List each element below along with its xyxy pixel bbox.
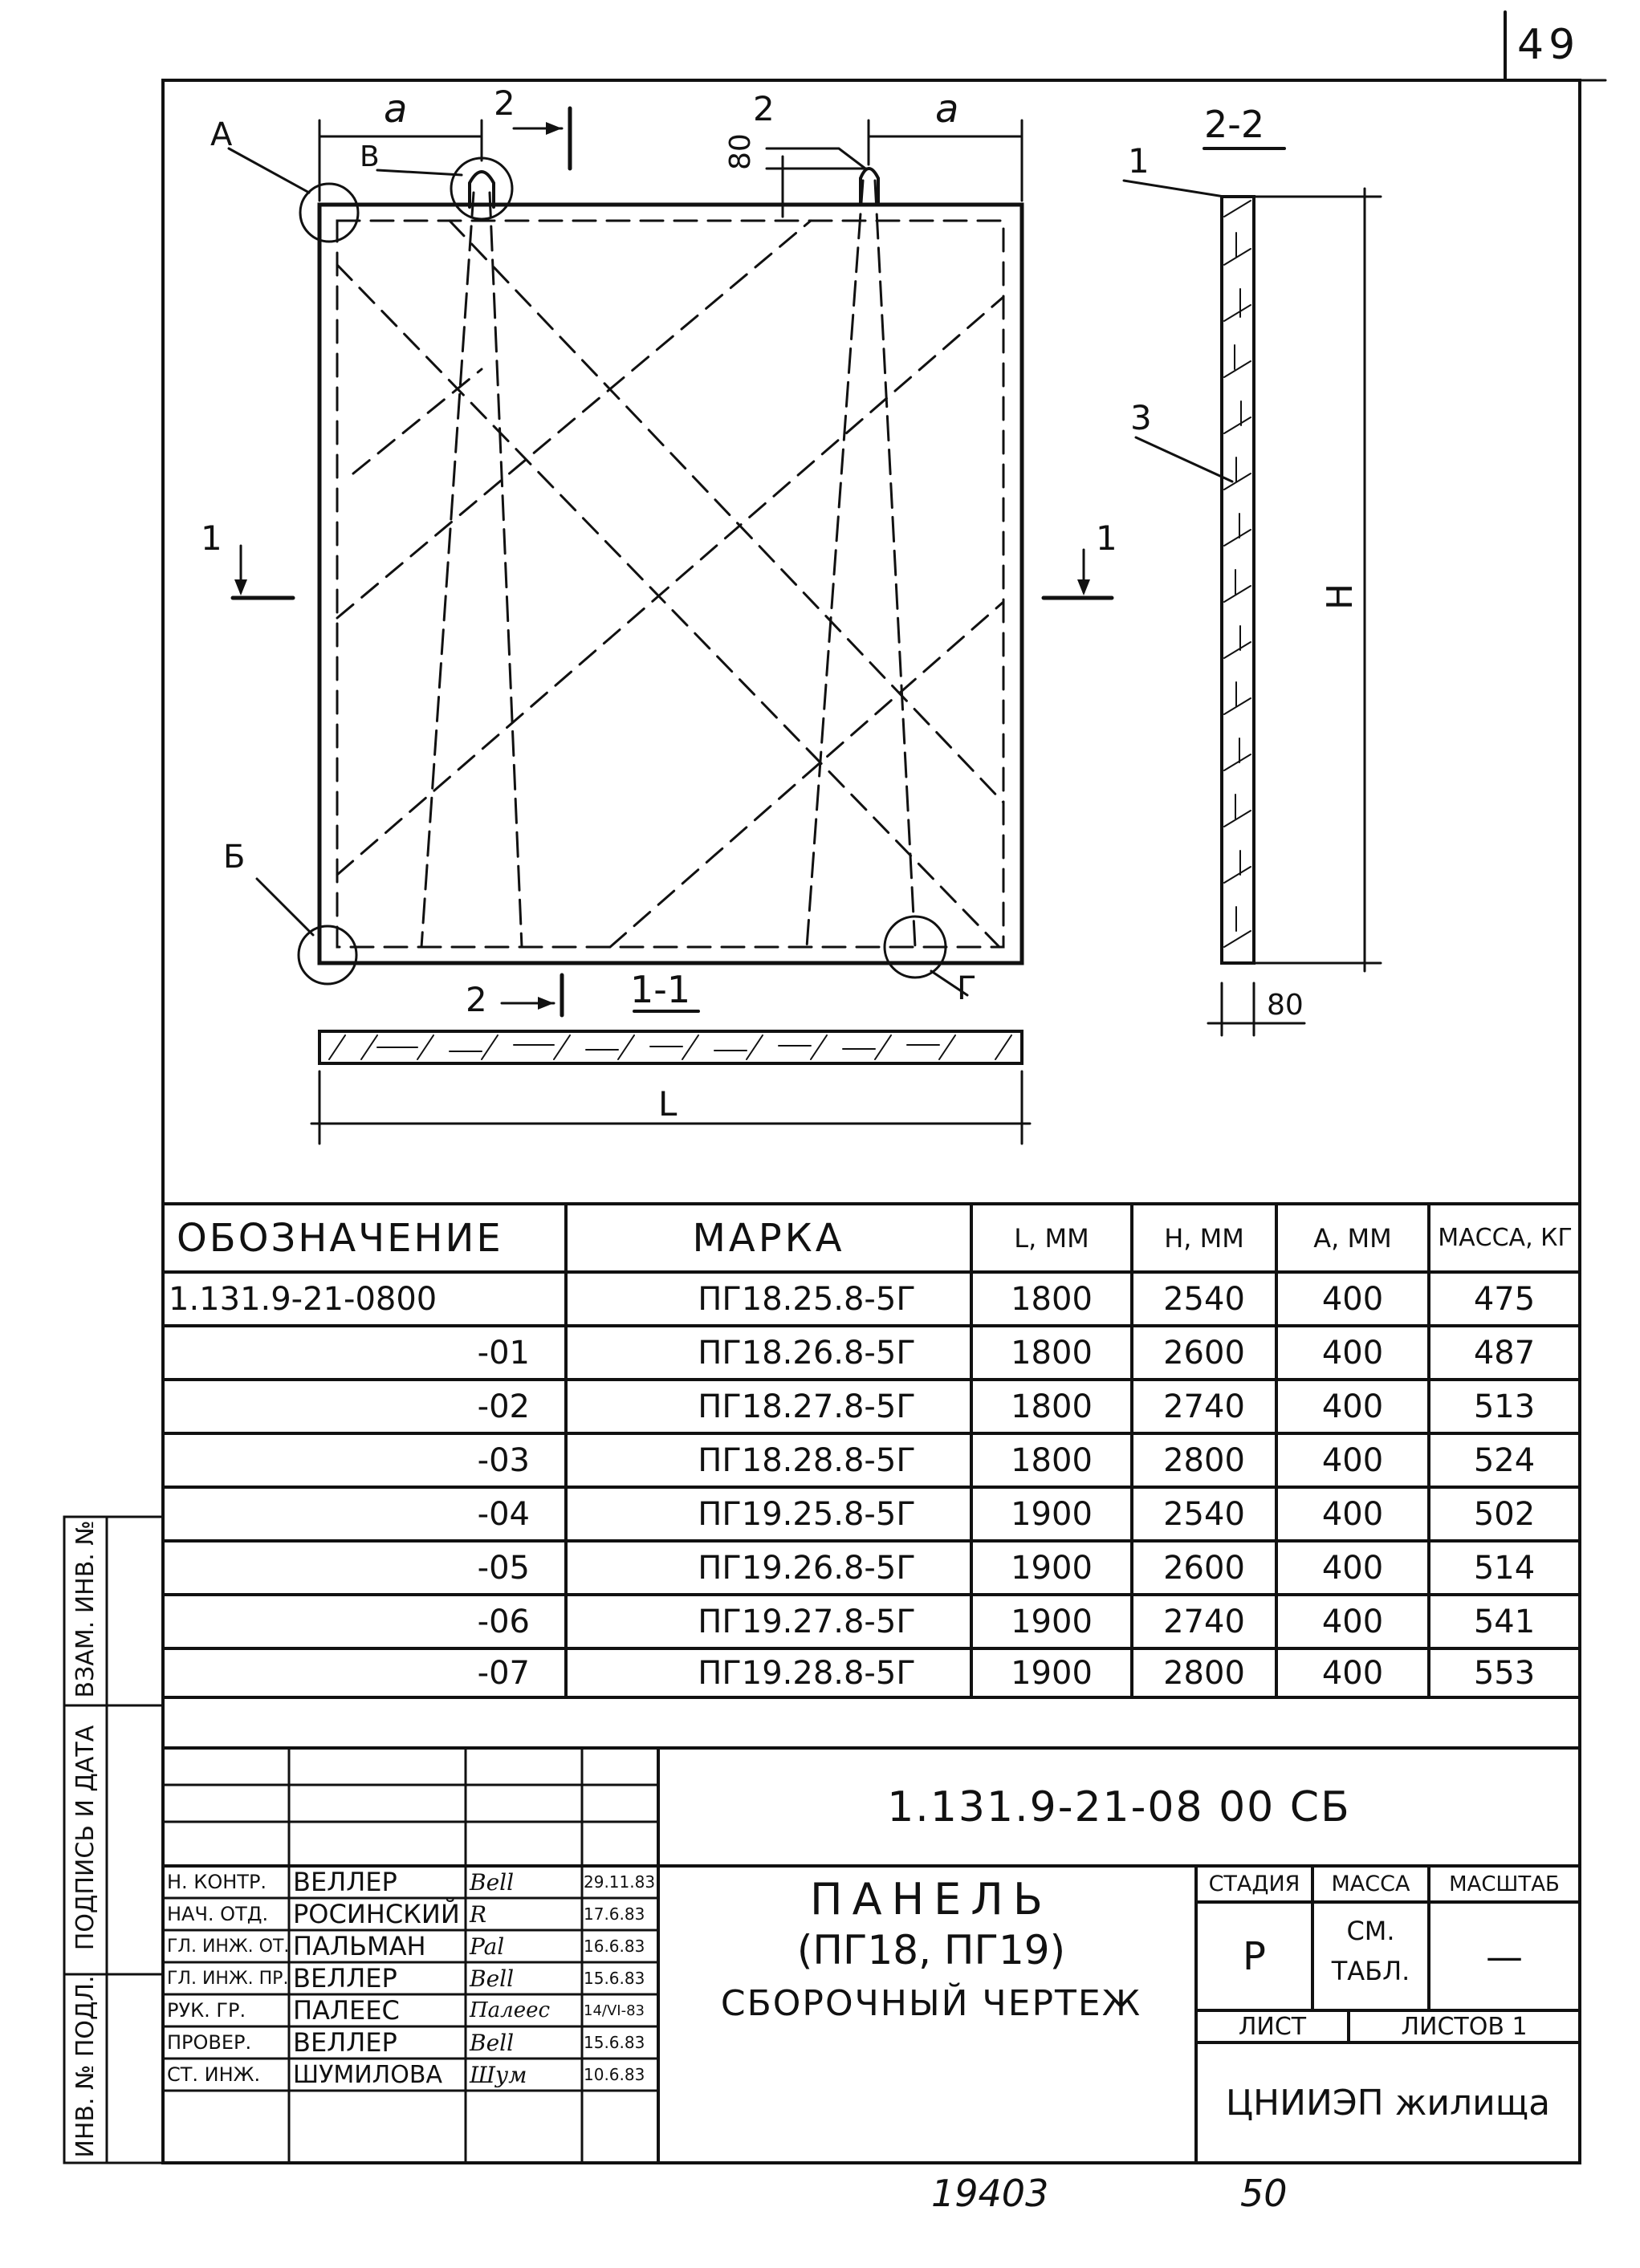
mass-value-2: ТАБЛ.	[1331, 1956, 1410, 1986]
label-section-1-1: 1-1	[630, 968, 691, 1011]
side-stamp-podpis-data: ПОДПИСЬ И ДАТА	[71, 1725, 100, 1951]
table-cell-marka: ПГ18.25.8-5Г	[698, 1280, 916, 1318]
table-cell-H: 2800	[1163, 1654, 1245, 1692]
header-H: H, ММ	[1164, 1222, 1244, 1254]
table-cell-H: 2540	[1163, 1280, 1245, 1318]
table-cell-a: 400	[1321, 1280, 1384, 1318]
header-marka: МАРКА	[692, 1215, 845, 1261]
label-dim-a-right: a	[935, 87, 959, 132]
table-cell-a: 400	[1321, 1441, 1384, 1479]
label-detail-b: Б	[223, 839, 246, 876]
scale-header: МАСШТАБ	[1449, 1872, 1560, 1896]
title-line-2: (ПГ18, ПГ19)	[796, 1927, 1066, 1973]
document-code: 1.131.9-21-08 00 СБ	[887, 1782, 1351, 1831]
staff-name: ШУМИЛОВА	[293, 2060, 442, 2089]
table-cell-mass: 524	[1473, 1441, 1536, 1479]
side-stamp-vzam-inv: ВЗАМ. ИНВ. №	[71, 1520, 100, 1698]
mass-header: МАССА	[1331, 1872, 1410, 1896]
header-oboznachenie: ОБОЗНАЧЕНИЕ	[177, 1215, 503, 1261]
table-cell-H: 2540	[1163, 1495, 1245, 1533]
label-leader-2-top: 2	[753, 89, 775, 128]
table-cell-oboz: -03	[477, 1441, 530, 1479]
table-cell-H: 2600	[1163, 1334, 1245, 1372]
table-cell-marka: ПГ19.25.8-5Г	[698, 1495, 916, 1533]
table-cell-a: 400	[1321, 1388, 1384, 1425]
staff-role: НАЧ. ОТД.	[167, 1903, 269, 1925]
staff-name: ВЕЛЛЕР	[293, 1867, 397, 1897]
title-line-1: ПАНЕЛЬ	[810, 1874, 1052, 1925]
label-dim-80-side: 80	[1267, 989, 1304, 1022]
label-section-2-2: 2-2	[1204, 103, 1265, 146]
table-cell-oboz: -04	[477, 1495, 530, 1533]
table-cell-marka: ПГ19.28.8-5Г	[698, 1654, 916, 1692]
staff-role: Н. КОНТР.	[167, 1871, 267, 1893]
detail-circle-b	[299, 926, 356, 984]
label-cut-2-bottom: 2	[466, 980, 487, 1019]
section-1-1-hatch	[329, 1035, 1011, 1059]
staff-role: ГЛ. ИНЖ. ПР.	[167, 1968, 289, 1989]
table-cell-a: 400	[1321, 1334, 1384, 1372]
staff-date: 29.11.83	[584, 1872, 656, 1892]
label-dim-a-left: a	[384, 87, 408, 132]
table-cell-oboz: -06	[477, 1603, 530, 1640]
staff-name: ВЕЛЛЕР	[293, 2027, 397, 2058]
table-cell-oboz: -05	[477, 1549, 530, 1587]
stage-value: Р	[1243, 1933, 1266, 1979]
section-2-2-hatch	[1224, 201, 1251, 947]
title-line-3: СБОРОЧНЫЙ ЧЕРТЕЖ	[720, 1983, 1142, 2024]
label-cut-2-top: 2	[494, 83, 515, 123]
section-2-2-body	[1222, 197, 1254, 963]
leader-2-top	[767, 148, 865, 169]
staff-signature: R	[470, 1900, 487, 1928]
stage-header: СТАДИЯ	[1208, 1872, 1300, 1896]
lifting-loops	[421, 181, 915, 947]
detail-circle-v	[451, 158, 512, 219]
label-pos-3: 3	[1130, 398, 1152, 437]
table-cell-marka: ПГ18.28.8-5Г	[698, 1441, 916, 1479]
staff-role: ПРОВЕР.	[167, 2031, 252, 2054]
table-cell-oboz: 1.131.9-21-0800	[169, 1280, 437, 1318]
label-dim-H: H	[1320, 583, 1361, 610]
staff-role: ГЛ. ИНЖ. ОТ.	[167, 1936, 290, 1957]
table-cell-H: 2740	[1163, 1388, 1245, 1425]
table-cell-H: 2740	[1163, 1603, 1245, 1640]
table-cell-mass: 514	[1473, 1549, 1536, 1587]
staff-signature: Pal	[470, 1933, 505, 1960]
table-cell-oboz: -02	[477, 1388, 530, 1425]
table-cell-oboz: -01	[477, 1334, 530, 1372]
table-cell-L: 1800	[1011, 1388, 1093, 1425]
leader-v	[377, 170, 462, 175]
sheets-label: ЛИСТОВ 1	[1401, 2012, 1528, 2041]
table-cell-mass: 541	[1473, 1603, 1536, 1640]
staff-date: 17.6.83	[584, 1904, 645, 1924]
table-cell-L: 1900	[1011, 1549, 1093, 1587]
sheet-label: ЛИСТ	[1238, 2012, 1307, 2041]
table-cell-a: 400	[1321, 1549, 1384, 1587]
header-mass: МАССА, КГ	[1438, 1224, 1573, 1252]
table-cell-a: 400	[1321, 1495, 1384, 1533]
panel-outline	[319, 205, 1022, 963]
table-cell-oboz: -07	[477, 1654, 530, 1692]
table-cell-L: 1900	[1011, 1654, 1093, 1692]
label-dim-80-top: 80	[724, 133, 757, 170]
mass-value-1: СМ.	[1346, 1916, 1395, 1946]
staff-role: СТ. ИНЖ.	[167, 2063, 261, 2086]
leader-pos3	[1136, 437, 1232, 482]
label-detail-a: А	[210, 116, 233, 153]
table-cell-mass: 487	[1473, 1334, 1536, 1372]
staff-date: 10.6.83	[584, 2065, 645, 2084]
table-cell-L: 1800	[1011, 1334, 1093, 1372]
label-detail-g: Г	[957, 970, 977, 1007]
header-a: A, ММ	[1313, 1222, 1392, 1254]
table-cell-L: 1900	[1011, 1603, 1093, 1640]
staff-name: ВЕЛЛЕР	[293, 1963, 397, 1994]
table-cell-mass: 502	[1473, 1495, 1536, 1533]
table-cell-marka: ПГ18.26.8-5Г	[698, 1334, 916, 1372]
table-cell-marka: ПГ18.27.8-5Г	[698, 1388, 916, 1425]
archive-number: 19403	[931, 2172, 1049, 2215]
leader-pos1	[1124, 181, 1224, 197]
page-number: 49	[1517, 21, 1581, 69]
label-detail-v: В	[360, 140, 380, 173]
arrowheads	[234, 122, 1090, 1010]
staff-name: ПАЛЕЕС	[293, 1995, 400, 2026]
table-cell-marka: ПГ19.27.8-5Г	[698, 1603, 916, 1640]
staff-signature: Палеес	[470, 1998, 551, 2022]
reinforcement-diagonals	[337, 221, 1003, 947]
panel-inner-dashed	[337, 221, 1003, 947]
staff-date: 15.6.83	[584, 1969, 645, 1988]
staff-signature: Bell	[470, 1965, 515, 1992]
staff-role: РУК. ГР.	[167, 1999, 246, 2022]
table-cell-H: 2600	[1163, 1549, 1245, 1587]
staff-name: ПАЛЬМАН	[293, 1931, 426, 1961]
leader-a	[229, 148, 309, 193]
staff-name: РОСИНСКИЙ	[293, 1899, 460, 1929]
organization-name: ЦНИИЭП жилища	[1225, 2082, 1551, 2124]
table-cell-a: 400	[1321, 1654, 1384, 1692]
leader-b	[257, 879, 313, 935]
table-cell-mass: 475	[1473, 1280, 1536, 1318]
label-cut-1-right: 1	[1096, 518, 1117, 558]
label-pos-1: 1	[1128, 141, 1150, 181]
label-cut-1-left: 1	[201, 518, 222, 558]
table-cell-marka: ПГ19.26.8-5Г	[698, 1549, 916, 1587]
staff-signature: Bell	[470, 2029, 515, 2056]
table-cell-H: 2800	[1163, 1441, 1245, 1479]
table-cell-mass: 553	[1473, 1654, 1536, 1692]
table-cell-L: 1800	[1011, 1280, 1093, 1318]
staff-signature: Bell	[470, 1868, 515, 1896]
table-cell-L: 1900	[1011, 1495, 1093, 1533]
staff-date: 16.6.83	[584, 1937, 645, 1956]
footer-page-number: 50	[1240, 2172, 1288, 2215]
table-cell-a: 400	[1321, 1603, 1384, 1640]
staff-signature: Шум	[470, 2061, 527, 2088]
table-cell-L: 1800	[1011, 1441, 1093, 1479]
side-stamp-inv-podl: ИНВ. № ПОДЛ.	[71, 1975, 100, 2158]
label-dim-L: L	[658, 1084, 678, 1124]
header-L: L, ММ	[1014, 1222, 1089, 1254]
staff-date: 14/VI-83	[584, 2002, 645, 2019]
scale-value: —	[1486, 1934, 1523, 1978]
staff-date: 15.6.83	[584, 2033, 645, 2052]
table-cell-mass: 513	[1473, 1388, 1536, 1425]
